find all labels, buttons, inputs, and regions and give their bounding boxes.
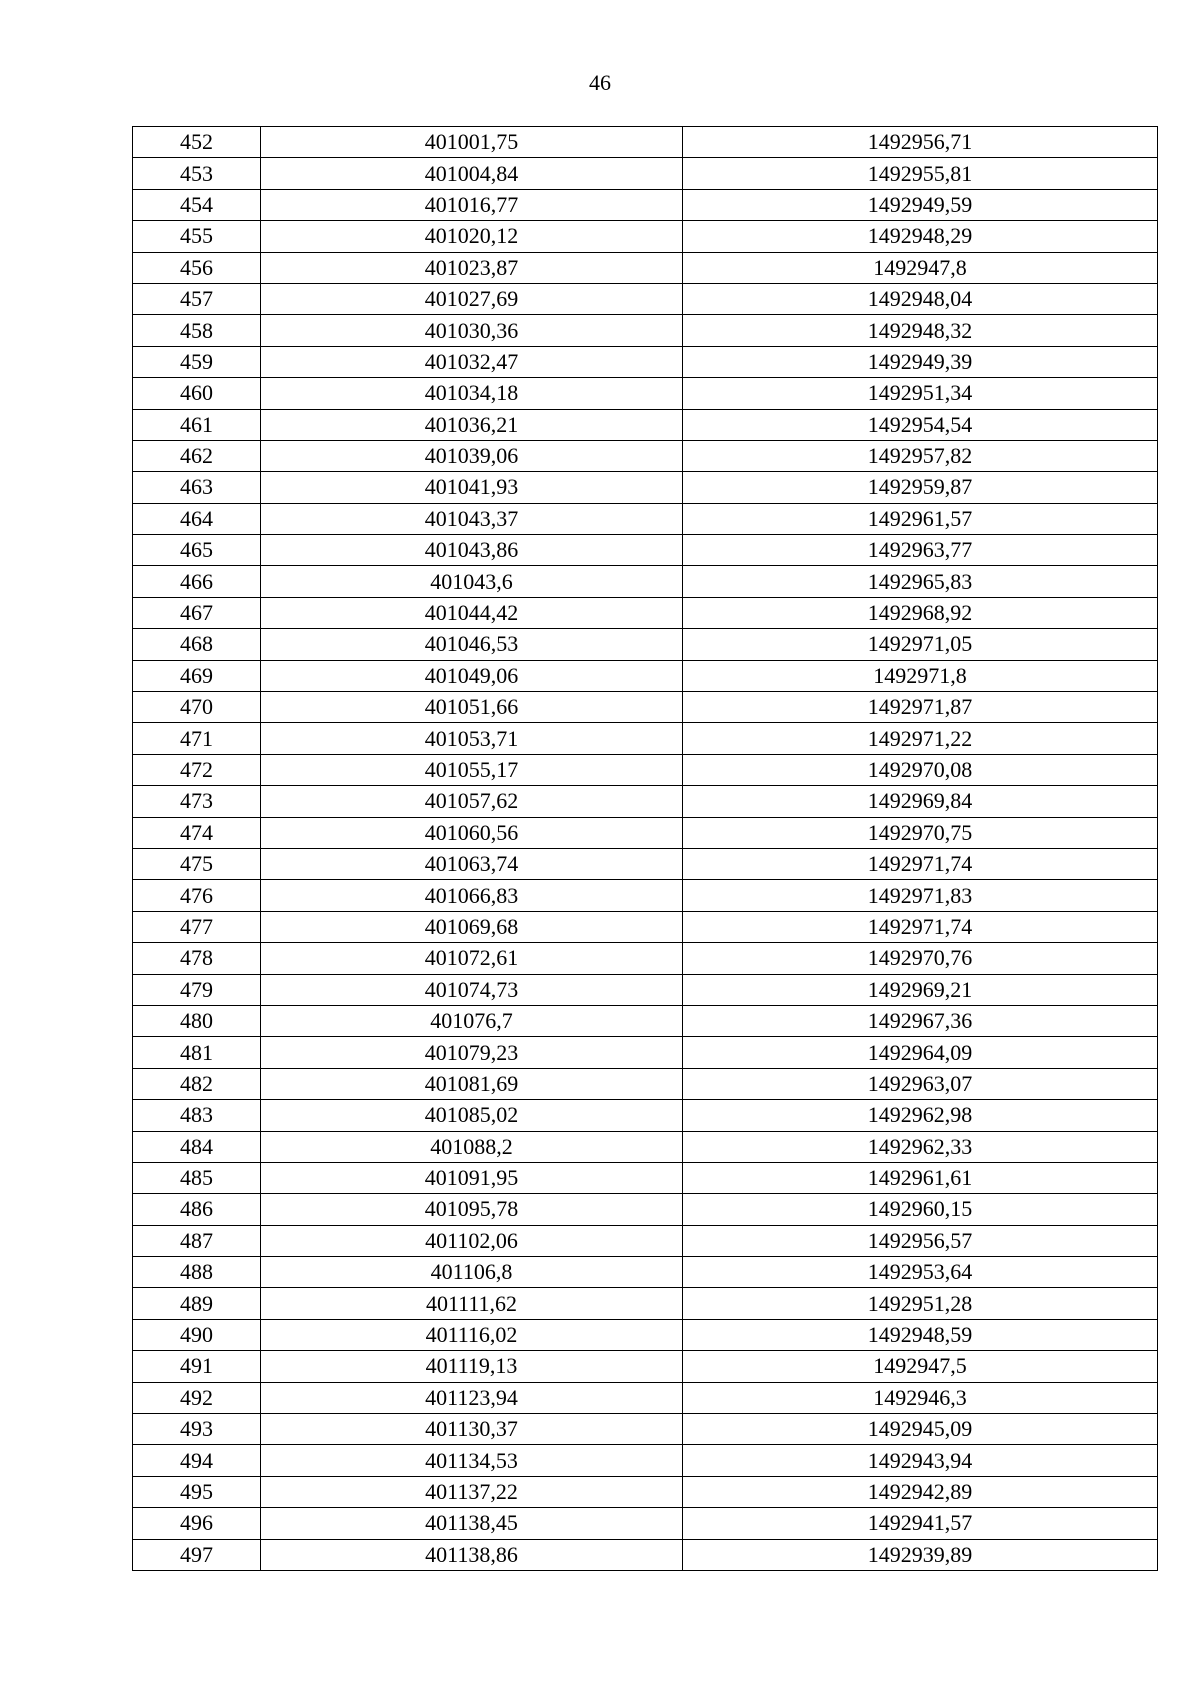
point-number-cell: 476 <box>133 880 261 911</box>
point-number-cell: 471 <box>133 723 261 754</box>
x-coordinate-cell: 401060,56 <box>261 817 683 848</box>
y-coordinate-cell: 1492961,57 <box>683 503 1158 534</box>
table-row <box>133 1225 1158 1256</box>
y-coordinate-cell: 1492949,39 <box>683 346 1158 377</box>
point-number-cell: 461 <box>133 409 261 440</box>
table-row <box>133 1539 1158 1570</box>
y-coordinate-cell: 1492970,76 <box>683 943 1158 974</box>
x-coordinate-cell: 401039,06 <box>261 440 683 471</box>
y-coordinate-cell: 1492949,59 <box>683 189 1158 220</box>
table-row <box>133 629 1158 660</box>
y-coordinate-cell: 1492955,81 <box>683 158 1158 189</box>
table-row <box>133 817 1158 848</box>
y-coordinate-cell: 1492956,71 <box>683 127 1158 158</box>
point-number-cell: 457 <box>133 283 261 314</box>
table-row <box>133 221 1158 252</box>
x-coordinate-cell: 401043,86 <box>261 535 683 566</box>
point-number-cell: 463 <box>133 472 261 503</box>
table-row <box>133 723 1158 754</box>
point-number-cell: 482 <box>133 1068 261 1099</box>
x-coordinate-cell: 401023,87 <box>261 252 683 283</box>
y-coordinate-cell: 1492969,84 <box>683 786 1158 817</box>
table-row <box>133 786 1158 817</box>
x-coordinate-cell: 401079,23 <box>261 1037 683 1068</box>
table-row <box>133 535 1158 566</box>
x-coordinate-cell: 401034,18 <box>261 378 683 409</box>
table-row <box>133 880 1158 911</box>
point-number-cell: 497 <box>133 1539 261 1570</box>
table-row <box>133 283 1158 314</box>
y-coordinate-cell: 1492959,87 <box>683 472 1158 503</box>
x-coordinate-cell: 401116,02 <box>261 1319 683 1350</box>
table-row <box>133 127 1158 158</box>
y-coordinate-cell: 1492942,89 <box>683 1476 1158 1507</box>
table-row <box>133 1100 1158 1131</box>
table-row <box>133 911 1158 942</box>
y-coordinate-cell: 1492947,8 <box>683 252 1158 283</box>
x-coordinate-cell: 401091,95 <box>261 1162 683 1193</box>
y-coordinate-cell: 1492953,64 <box>683 1257 1158 1288</box>
y-coordinate-cell: 1492964,09 <box>683 1037 1158 1068</box>
x-coordinate-cell: 401085,02 <box>261 1100 683 1131</box>
y-coordinate-cell: 1492954,54 <box>683 409 1158 440</box>
table-row <box>133 315 1158 346</box>
x-coordinate-cell: 401076,7 <box>261 1005 683 1036</box>
y-coordinate-cell: 1492971,87 <box>683 692 1158 723</box>
table-row <box>133 346 1158 377</box>
x-coordinate-cell: 401130,37 <box>261 1414 683 1445</box>
x-coordinate-cell: 401138,45 <box>261 1508 683 1539</box>
table-row <box>133 503 1158 534</box>
y-coordinate-cell: 1492971,8 <box>683 660 1158 691</box>
point-number-cell: 465 <box>133 535 261 566</box>
x-coordinate-cell: 401102,06 <box>261 1225 683 1256</box>
table-row <box>133 692 1158 723</box>
x-coordinate-cell: 401016,77 <box>261 189 683 220</box>
x-coordinate-cell: 401111,62 <box>261 1288 683 1319</box>
y-coordinate-cell: 1492945,09 <box>683 1414 1158 1445</box>
table-row <box>133 943 1158 974</box>
y-coordinate-cell: 1492963,07 <box>683 1068 1158 1099</box>
x-coordinate-cell: 401066,83 <box>261 880 683 911</box>
point-number-cell: 491 <box>133 1351 261 1382</box>
y-coordinate-cell: 1492951,28 <box>683 1288 1158 1319</box>
table-row <box>133 1351 1158 1382</box>
point-number-cell: 495 <box>133 1476 261 1507</box>
table-row <box>133 754 1158 785</box>
y-coordinate-cell: 1492960,15 <box>683 1194 1158 1225</box>
table-row <box>133 409 1158 440</box>
point-number-cell: 452 <box>133 127 261 158</box>
y-coordinate-cell: 1492948,59 <box>683 1319 1158 1350</box>
point-number-cell: 483 <box>133 1100 261 1131</box>
point-number-cell: 470 <box>133 692 261 723</box>
y-coordinate-cell: 1492948,29 <box>683 221 1158 252</box>
table-row <box>133 1319 1158 1350</box>
point-number-cell: 472 <box>133 754 261 785</box>
point-number-cell: 458 <box>133 315 261 346</box>
x-coordinate-cell: 401049,06 <box>261 660 683 691</box>
point-number-cell: 467 <box>133 597 261 628</box>
y-coordinate-cell: 1492965,83 <box>683 566 1158 597</box>
point-number-cell: 496 <box>133 1508 261 1539</box>
point-number-cell: 459 <box>133 346 261 377</box>
point-number-cell: 490 <box>133 1319 261 1350</box>
table-row <box>133 1414 1158 1445</box>
point-number-cell: 487 <box>133 1225 261 1256</box>
y-coordinate-cell: 1492948,04 <box>683 283 1158 314</box>
y-coordinate-cell: 1492969,21 <box>683 974 1158 1005</box>
point-number-cell: 477 <box>133 911 261 942</box>
y-coordinate-cell: 1492971,05 <box>683 629 1158 660</box>
point-number-cell: 466 <box>133 566 261 597</box>
y-coordinate-cell: 1492943,94 <box>683 1445 1158 1476</box>
point-number-cell: 484 <box>133 1131 261 1162</box>
table-row <box>133 1445 1158 1476</box>
y-coordinate-cell: 1492971,22 <box>683 723 1158 754</box>
x-coordinate-cell: 401053,71 <box>261 723 683 754</box>
point-number-cell: 464 <box>133 503 261 534</box>
x-coordinate-cell: 401063,74 <box>261 848 683 879</box>
y-coordinate-cell: 1492948,32 <box>683 315 1158 346</box>
x-coordinate-cell: 401020,12 <box>261 221 683 252</box>
table-row <box>133 1068 1158 1099</box>
table-row <box>133 252 1158 283</box>
y-coordinate-cell: 1492970,75 <box>683 817 1158 848</box>
x-coordinate-cell: 401051,66 <box>261 692 683 723</box>
x-coordinate-cell: 401057,62 <box>261 786 683 817</box>
y-coordinate-cell: 1492956,57 <box>683 1225 1158 1256</box>
point-number-cell: 478 <box>133 943 261 974</box>
x-coordinate-cell: 401030,36 <box>261 315 683 346</box>
table-row <box>133 1382 1158 1413</box>
table-row <box>133 566 1158 597</box>
x-coordinate-cell: 401046,53 <box>261 629 683 660</box>
x-coordinate-cell: 401074,73 <box>261 974 683 1005</box>
x-coordinate-cell: 401027,69 <box>261 283 683 314</box>
x-coordinate-cell: 401106,8 <box>261 1257 683 1288</box>
y-coordinate-cell: 1492971,83 <box>683 880 1158 911</box>
point-number-cell: 475 <box>133 848 261 879</box>
y-coordinate-cell: 1492947,5 <box>683 1351 1158 1382</box>
x-coordinate-cell: 401043,6 <box>261 566 683 597</box>
x-coordinate-cell: 401036,21 <box>261 409 683 440</box>
point-number-cell: 455 <box>133 221 261 252</box>
table-row <box>133 1162 1158 1193</box>
y-coordinate-cell: 1492946,3 <box>683 1382 1158 1413</box>
y-coordinate-cell: 1492968,92 <box>683 597 1158 628</box>
x-coordinate-cell: 401043,37 <box>261 503 683 534</box>
y-coordinate-cell: 1492939,89 <box>683 1539 1158 1570</box>
table-row <box>133 1508 1158 1539</box>
table-row <box>133 1005 1158 1036</box>
table-row <box>133 1131 1158 1162</box>
point-number-cell: 489 <box>133 1288 261 1319</box>
point-number-cell: 462 <box>133 440 261 471</box>
x-coordinate-cell: 401032,47 <box>261 346 683 377</box>
point-number-cell: 468 <box>133 629 261 660</box>
point-number-cell: 453 <box>133 158 261 189</box>
y-coordinate-cell: 1492962,98 <box>683 1100 1158 1131</box>
y-coordinate-cell: 1492967,36 <box>683 1005 1158 1036</box>
point-number-cell: 469 <box>133 660 261 691</box>
point-number-cell: 485 <box>133 1162 261 1193</box>
table-row <box>133 660 1158 691</box>
x-coordinate-cell: 401044,42 <box>261 597 683 628</box>
table-row <box>133 378 1158 409</box>
table-row <box>133 1476 1158 1507</box>
point-number-cell: 473 <box>133 786 261 817</box>
point-number-cell: 486 <box>133 1194 261 1225</box>
table-row <box>133 1257 1158 1288</box>
y-coordinate-cell: 1492971,74 <box>683 911 1158 942</box>
y-coordinate-cell: 1492963,77 <box>683 535 1158 566</box>
point-number-cell: 488 <box>133 1257 261 1288</box>
table-row <box>133 189 1158 220</box>
point-number-cell: 493 <box>133 1414 261 1445</box>
table-row <box>133 1288 1158 1319</box>
y-coordinate-cell: 1492957,82 <box>683 440 1158 471</box>
y-coordinate-cell: 1492961,61 <box>683 1162 1158 1193</box>
x-coordinate-cell: 401055,17 <box>261 754 683 785</box>
x-coordinate-cell: 401069,68 <box>261 911 683 942</box>
y-coordinate-cell: 1492962,33 <box>683 1131 1158 1162</box>
x-coordinate-cell: 401001,75 <box>261 127 683 158</box>
point-number-cell: 480 <box>133 1005 261 1036</box>
coordinates-table-body <box>133 127 1158 1571</box>
x-coordinate-cell: 401123,94 <box>261 1382 683 1413</box>
table-row <box>133 472 1158 503</box>
table-row <box>133 158 1158 189</box>
x-coordinate-cell: 401134,53 <box>261 1445 683 1476</box>
coordinates-table <box>132 126 1158 1571</box>
point-number-cell: 494 <box>133 1445 261 1476</box>
point-number-cell: 474 <box>133 817 261 848</box>
table-row <box>133 848 1158 879</box>
x-coordinate-cell: 401138,86 <box>261 1539 683 1570</box>
point-number-cell: 454 <box>133 189 261 220</box>
y-coordinate-cell: 1492941,57 <box>683 1508 1158 1539</box>
x-coordinate-cell: 401004,84 <box>261 158 683 189</box>
table-row <box>133 440 1158 471</box>
x-coordinate-cell: 401095,78 <box>261 1194 683 1225</box>
point-number-cell: 460 <box>133 378 261 409</box>
y-coordinate-cell: 1492971,74 <box>683 848 1158 879</box>
page-number: 46 <box>589 70 611 95</box>
x-coordinate-cell: 401137,22 <box>261 1476 683 1507</box>
table-row <box>133 1194 1158 1225</box>
x-coordinate-cell: 401119,13 <box>261 1351 683 1382</box>
x-coordinate-cell: 401081,69 <box>261 1068 683 1099</box>
y-coordinate-cell: 1492970,08 <box>683 754 1158 785</box>
point-number-cell: 492 <box>133 1382 261 1413</box>
point-number-cell: 456 <box>133 252 261 283</box>
point-number-cell: 479 <box>133 974 261 1005</box>
table-row <box>133 597 1158 628</box>
table-row <box>133 1037 1158 1068</box>
table-row <box>133 974 1158 1005</box>
y-coordinate-cell: 1492951,34 <box>683 378 1158 409</box>
point-number-cell: 481 <box>133 1037 261 1068</box>
x-coordinate-cell: 401041,93 <box>261 472 683 503</box>
x-coordinate-cell: 401072,61 <box>261 943 683 974</box>
x-coordinate-cell: 401088,2 <box>261 1131 683 1162</box>
